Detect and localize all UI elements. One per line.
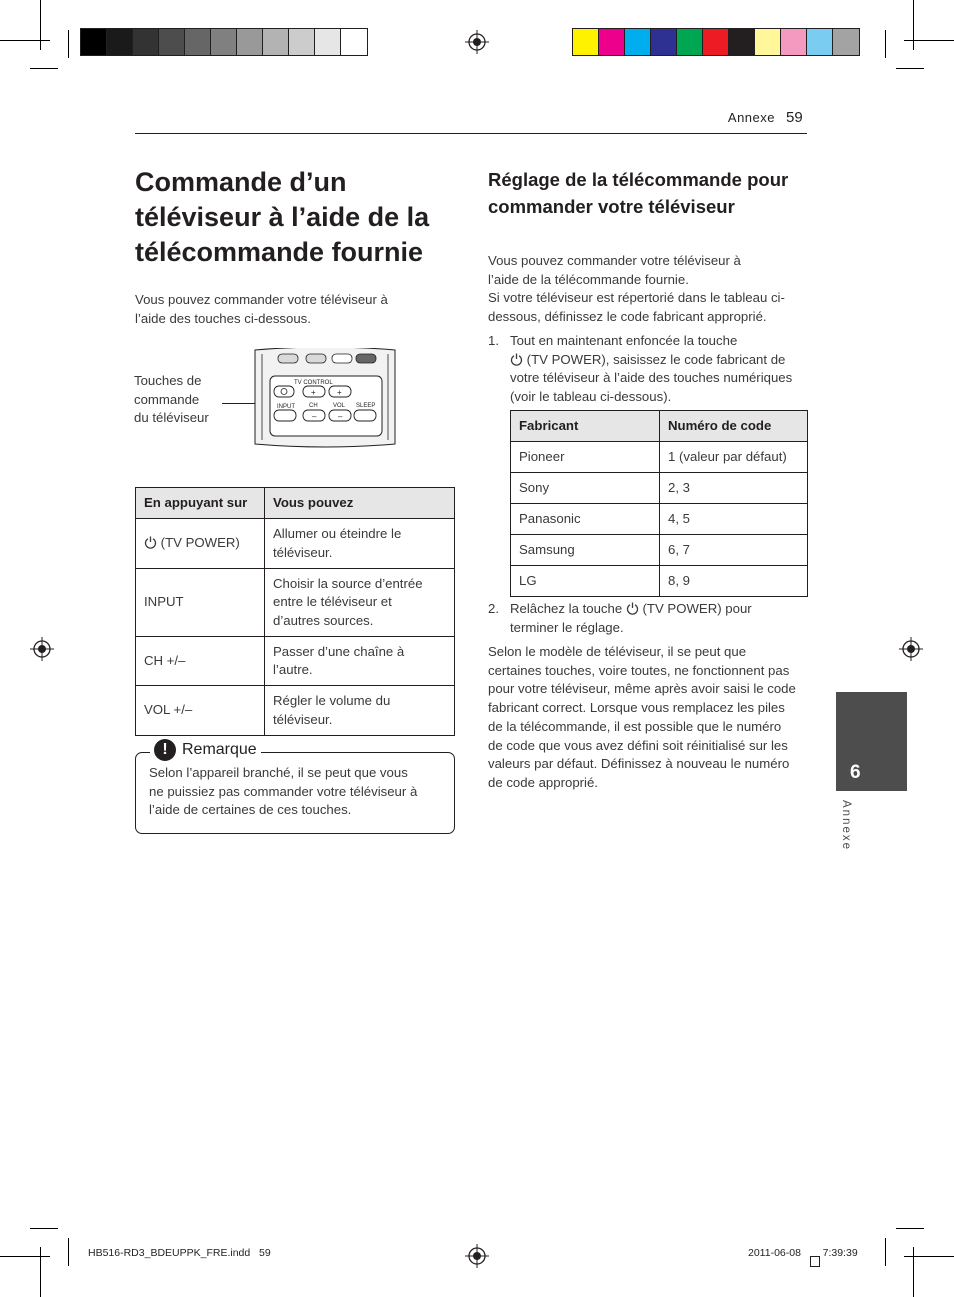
color-swatch <box>185 29 211 55</box>
footer-date: 2011-06-08 <box>748 1247 801 1259</box>
table-row <box>511 566 808 597</box>
color-swatch <box>289 29 315 55</box>
crop-mark <box>896 68 924 69</box>
chapter-number: 6 <box>850 762 861 783</box>
crop-mark <box>68 30 69 58</box>
paragraph-line: Selon le modèle de téléviseur, il se peut que <box>488 644 747 659</box>
caption-line: du téléviseur <box>134 410 209 426</box>
color-swatch <box>315 29 341 55</box>
remote-input-label: INPUT <box>277 404 295 410</box>
key-label: (TV POWER) <box>160 535 240 551</box>
table-cell: 2, 3 <box>660 473 808 504</box>
color-swatch <box>133 29 159 55</box>
registration-mark-icon <box>465 1244 489 1268</box>
intro-line: Vous pouvez commander votre téléviseur à <box>135 292 388 307</box>
paragraph-line: fabricant correct. Lorsque vous remplacez les piles <box>488 700 785 716</box>
crop-mark <box>30 68 58 69</box>
table-cell <box>265 637 455 686</box>
value-line: l’autre. <box>273 662 313 677</box>
footer-file <box>88 1247 271 1259</box>
note-title-text: Remarque <box>182 741 257 758</box>
value-line: entre le téléviseur et <box>273 594 392 610</box>
closing-paragraph <box>488 643 823 793</box>
table-row <box>136 519 455 569</box>
intro-line: l’aide de la télécommande fournie. <box>488 271 689 287</box>
remote-plus-label: + <box>337 388 342 397</box>
step-1 <box>488 332 818 407</box>
color-swatch <box>237 29 263 55</box>
manufacturer-code-table <box>510 410 808 597</box>
table-cell <box>265 569 455 637</box>
color-swatch <box>341 29 367 55</box>
figure-caption <box>134 372 224 428</box>
color-swatch <box>81 29 107 55</box>
table-row <box>136 686 455 736</box>
step-line: terminer le réglage. <box>510 619 624 635</box>
table-row <box>511 535 808 566</box>
crop-mark <box>896 1228 924 1229</box>
step-line <box>510 600 818 619</box>
step-text: Relâchez la touche <box>510 601 623 616</box>
header-rule <box>135 133 807 134</box>
intro-line: Vous pouvez commander votre téléviseur à <box>488 253 741 268</box>
step-2 <box>488 600 818 637</box>
crop-mark <box>885 1238 886 1266</box>
value-line: d’autres sources. <box>273 612 374 628</box>
color-swatch <box>703 29 729 55</box>
note-title <box>150 739 261 761</box>
color-swatch <box>573 29 599 55</box>
crop-mark <box>40 1247 41 1297</box>
paragraph-line: de code que vous avez défini soit réinitialisé sur les <box>488 737 788 753</box>
table-cell: CH +/– <box>136 637 265 686</box>
remote-control-illustration <box>250 348 400 450</box>
paragraph-line: de code approprié. <box>488 774 598 790</box>
right-intro <box>488 252 818 327</box>
table-cell: LG <box>511 566 660 597</box>
paragraph-line: certaines touches, voire toutes, ne fonctionnent pas <box>488 662 790 678</box>
remote-vol-label: VOL <box>333 403 346 409</box>
table-header: Numéro de code <box>660 411 808 442</box>
remote-sleep-label: SLEEP <box>356 403 376 409</box>
footer-file-page: 59 <box>259 1247 271 1259</box>
footer-glyph <box>810 1256 820 1267</box>
step-line: (voir le tableau ci-dessous). <box>510 389 672 405</box>
intro-line: Si votre téléviseur est répertorié dans le tableau ci- <box>488 290 785 306</box>
crop-mark <box>904 1256 954 1257</box>
paragraph-line: pour votre téléviseur, même après avoir saisi le code <box>488 681 796 697</box>
table-header: Fabricant <box>511 411 660 442</box>
note-line: l’aide de certaines de ces touches. <box>149 802 352 818</box>
page-number: 59 <box>786 109 803 126</box>
value-line: téléviseur. <box>273 544 333 560</box>
color-swatch <box>159 29 185 55</box>
color-swatch <box>625 29 651 55</box>
registration-mark-icon <box>465 30 489 54</box>
value-line: Choisir la source d’entrée <box>273 575 423 591</box>
table-cell: 6, 7 <box>660 535 808 566</box>
table-cell: INPUT <box>136 569 265 637</box>
table-cell: Samsung <box>511 535 660 566</box>
paragraph-line: valeurs par défaut. Définissez à nouveau le numéro <box>488 756 790 772</box>
color-swatch <box>211 29 237 55</box>
table-cell: 4, 5 <box>660 504 808 535</box>
note-text <box>149 764 449 820</box>
power-icon <box>626 602 639 615</box>
remote-ch-label: CH <box>309 403 318 409</box>
tv-control-table <box>135 487 455 736</box>
table-cell <box>136 519 265 569</box>
step-text: (TV POWER) pour <box>642 601 752 616</box>
chapter-tab <box>836 692 907 791</box>
table-row <box>136 637 455 686</box>
registration-mark-icon <box>899 637 923 661</box>
caption-line: Touches de <box>134 373 202 388</box>
power-icon <box>144 536 157 549</box>
color-swatch <box>807 29 833 55</box>
table-cell: 8, 9 <box>660 566 808 597</box>
color-swatch <box>781 29 807 55</box>
value-line: Régler le volume du <box>273 693 391 708</box>
left-intro <box>135 291 435 328</box>
table-cell <box>265 519 455 569</box>
crop-mark <box>68 1238 69 1266</box>
value-line: Passer d’une chaîne à <box>273 643 405 659</box>
footer-file-name: HB516-RD3_BDEUPPK_FRE.indd <box>88 1247 251 1259</box>
crop-mark <box>40 0 41 50</box>
table-cell: 1 (valeur par défaut) <box>660 442 808 473</box>
remote-minus-label: – <box>338 412 343 421</box>
crop-mark <box>913 1247 914 1297</box>
crop-mark <box>0 1256 50 1257</box>
crop-mark <box>913 0 914 50</box>
color-swatch <box>729 29 755 55</box>
table-header: Vous pouvez <box>265 488 455 519</box>
value-line: téléviseur. <box>273 711 333 727</box>
step-line <box>510 351 818 370</box>
intro-line: dessous, définissez le code fabricant approprié. <box>488 309 767 325</box>
color-swatch <box>833 29 859 55</box>
crop-mark <box>30 1228 58 1229</box>
remote-section-label: TV CONTROL <box>294 380 333 386</box>
crop-mark <box>885 30 886 58</box>
color-swatch <box>107 29 133 55</box>
color-swatch <box>755 29 781 55</box>
step-line: Tout en maintenant enfoncée la touche <box>510 333 738 348</box>
color-swatch <box>677 29 703 55</box>
table-row <box>511 473 808 504</box>
right-heading: Réglage de la télécommande pour commander votre téléviseur <box>488 169 789 217</box>
value-line: Allumer ou éteindre le <box>273 526 402 541</box>
registration-mark-icon <box>30 637 54 661</box>
crop-mark <box>904 40 954 41</box>
step-line: votre téléviseur à l’aide des touches numériques <box>510 370 793 386</box>
step-number: 2. <box>488 601 499 616</box>
paragraph-line: de la télécommande, il est possible que le numéro <box>488 718 782 734</box>
table-row <box>136 569 455 637</box>
step-text: (TV POWER), saisissez le code fabricant de <box>526 351 786 367</box>
table-header: En appuyant sur <box>136 488 265 519</box>
left-heading: Commande d’un téléviseur à l’aide de la télécommande fournie <box>135 167 430 267</box>
table-row <box>511 504 808 535</box>
footer-timestamp <box>748 1247 858 1267</box>
running-header-section: Annexe <box>727 110 775 125</box>
table-cell: Panasonic <box>511 504 660 535</box>
color-swatch <box>599 29 625 55</box>
intro-line: l’aide des touches ci-dessous. <box>135 310 311 326</box>
remote-minus-label: – <box>312 412 317 421</box>
color-swatch <box>651 29 677 55</box>
table-row <box>511 442 808 473</box>
crop-mark <box>0 40 50 41</box>
table-cell: Pioneer <box>511 442 660 473</box>
footer-time: 7:39:39 <box>822 1247 858 1259</box>
color-swatch <box>263 29 289 55</box>
gray-color-bar <box>80 28 368 56</box>
process-color-bar <box>572 28 860 56</box>
remote-plus-label: + <box>311 388 316 397</box>
caption-line: commande <box>134 391 200 407</box>
note-line: ne puissiez pas commander votre téléviseur à <box>149 783 418 799</box>
note-line: Selon l’appareil branché, il se peut que vous <box>149 765 408 780</box>
exclamation-icon: ! <box>154 739 176 761</box>
table-cell <box>265 686 455 736</box>
power-icon <box>510 353 523 366</box>
chapter-label: Annexe <box>840 800 852 852</box>
step-number: 1. <box>488 333 499 348</box>
table-cell: Sony <box>511 473 660 504</box>
table-cell: VOL +/– <box>136 686 265 736</box>
